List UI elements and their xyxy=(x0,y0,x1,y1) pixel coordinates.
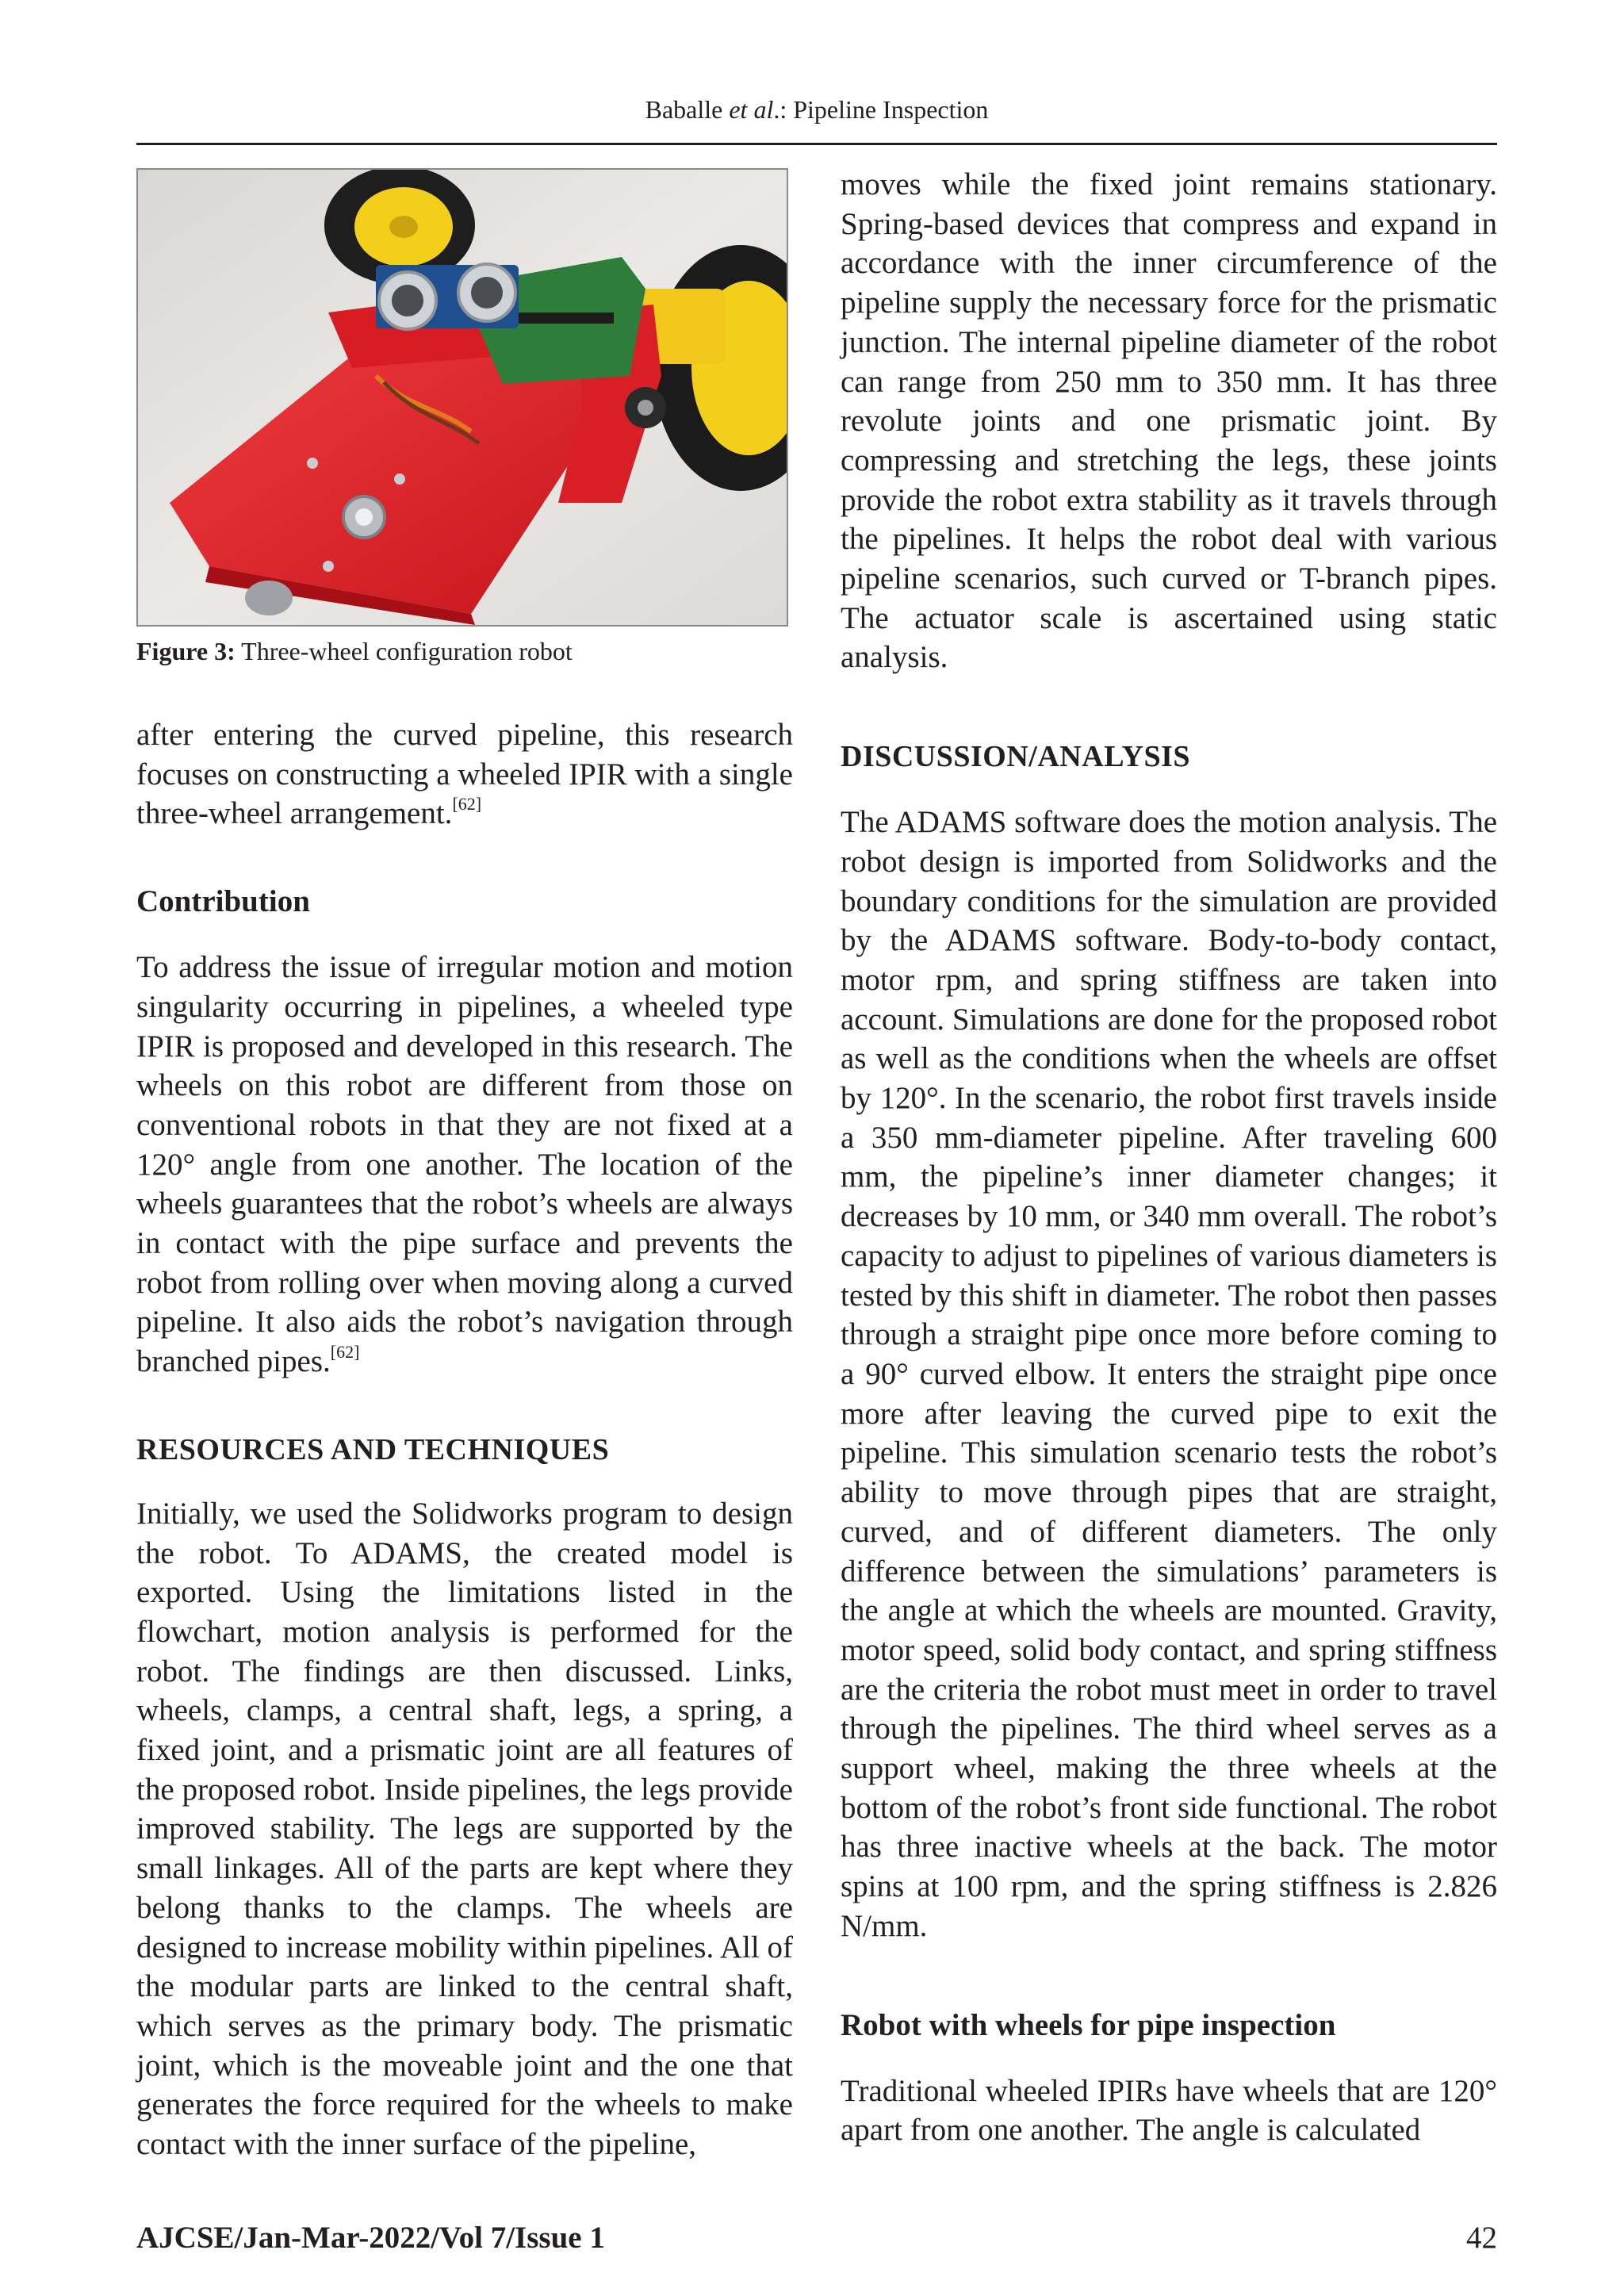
left-paragraph-3: Initially, we used the Solidworks program to design the robot. To ADAMS, the created model is exported. Using the limitations listed in the flowchart, motion analysis is performed for the robot. The findings are then discussed. Links, wheels, clamps, a central shaft, legs, a spring, a fixed joint, and a prismatic joint are all features of the proposed robot. Inside pipelines, the legs provide improved stability. The legs are supported by the small linkages. All of the parts are kept where they belong thanks to the clamps. The wheels are designed to increase mobility within pipelines. All of the modular parts are linked to the central shaft, which serves as the primary body. The prismatic joint, which is the moveable joint and the one that generates the force required for the wheels to make contact with the inner surface of the pipeline, xyxy=(136,1496,793,2162)
figure-caption-text: Three-wheel configuration robot xyxy=(235,637,573,665)
screw xyxy=(394,473,405,485)
header-rule xyxy=(136,143,1497,145)
figure-label: Figure 3: xyxy=(136,637,236,665)
heading-discussion-analysis: DISCUSSION/ANALYSIS xyxy=(841,740,1191,774)
screw xyxy=(323,561,334,572)
ball-caster-center xyxy=(355,508,373,526)
running-head xyxy=(136,94,1497,125)
right-paragraph-2: The ADAMS software does the motion analysis. The robot design is imported from Solidworks and the boundary conditions for the simulation are provided by the ADAMS software. Body-to-body contact, motor rpm, and spring stiffness are taken into account. Simulations are done for the proposed robot as well as the conditions when the wheels are offset by 120°. In the scenario, the robot first travels inside a 350 mm-diameter pipeline. After traveling 600 mm, the pipeline’s inner diameter changes; it decreases by 10 mm, or 340 mm overall. The robot’s capacity to adjust to pipelines of various diameters is tested by this shift in diameter. The robot then passes through a straight pipe once more before coming to a 90° curved elbow. It enters the straight pipe once more after leaving the curved pipe to exit the pipeline. This simulation scenario tests the robot’s ability to move through pipes that are straight, curved, and of different diameters. The only difference between the simulations’ parameters is the angle at which the wheels are mounted. Gravity, motor speed, solid body contact, and spring stiffness are the criteria the robot must meet in order to travel through the pipelines. The third wheel serves as a support wheel, making the three wheels at the bottom of the robot’s front side functional. The robot has three inactive wheels at the back. The motor spins at 100 rpm, and the spring stiffness is 2.826 N/mm. xyxy=(841,805,1497,1943)
front-caster-wheel xyxy=(245,581,293,615)
robot-photo-illustration xyxy=(138,170,787,625)
right-paragraph-3: Traditional wheeled IPIRs have wheels that are 120° apart from one another. The angle is calculated xyxy=(841,2073,1497,2148)
transducer-mesh-right xyxy=(471,277,503,309)
running-head-authors: Baballe xyxy=(645,95,730,124)
running-head-title: .: Pipeline Inspection xyxy=(773,95,989,124)
left-paragraph-1-text: after entering the curved pipeline, this research focuses on constructing a wheeled IPIR with a single three-wheel arrangement. xyxy=(136,718,793,831)
citation-62: [62] xyxy=(452,794,482,815)
left-paragraph-2-text: To address the issue of irregular motion and motion singularity occurring in pipelines, a wheeled type IPIR is proposed and developed in this research. The wheels on this robot are different from those on conventional robots in that they are not fixed at a 120° angle from one another. The location of the wheels guarantees that the robot’s wheels are always in contact with the pipe surface and prevents the robot from rolling over when moving along a curved pipeline. It also aids the robot’s navigation through branched pipes. xyxy=(136,950,793,1379)
left-paragraph-1 xyxy=(136,715,793,834)
left-paragraph-2 xyxy=(136,948,793,1382)
footer-journal-info: AJCSE/Jan-Mar-2022/Vol 7/Issue 1 xyxy=(136,2221,605,2255)
right-column xyxy=(841,165,1497,2150)
citation-62: [62] xyxy=(330,1342,360,1363)
pin-header xyxy=(511,312,614,324)
back-wheel-center xyxy=(389,216,418,238)
screw xyxy=(307,458,318,469)
transducer-mesh-left xyxy=(392,285,423,316)
running-head-et-al: et al xyxy=(729,95,774,124)
figure-3-image xyxy=(136,168,788,627)
footer-page-number: 42 xyxy=(1466,2221,1497,2255)
heading-contribution: Contribution xyxy=(136,884,310,919)
heading-robot-with-wheels: Robot with wheels for pipe inspection xyxy=(841,2007,1336,2042)
heading-resources-and-techniques: RESOURCES AND TECHNIQUES xyxy=(136,1432,610,1466)
right-paragraph-1: moves while the fixed joint remains stationary. Spring-based devices that compress and expand in accordance with the inner circumference of the pipeline supply the necessary force for the prismatic junction. The internal pipeline diameter of the robot can range from 250 mm to 350 mm. It has three revolute joints and one prismatic joint. By compressing and stretching the legs, these joints provide the robot extra stability as it travels through the pipelines. It helps the robot deal with various pipeline scenarios, such curved or T-branch pipes. The actuator scale is ascertained using static analysis. xyxy=(841,167,1497,675)
left-column xyxy=(136,168,793,2164)
figure-3-caption xyxy=(136,634,793,668)
motor-shaft xyxy=(638,400,653,416)
